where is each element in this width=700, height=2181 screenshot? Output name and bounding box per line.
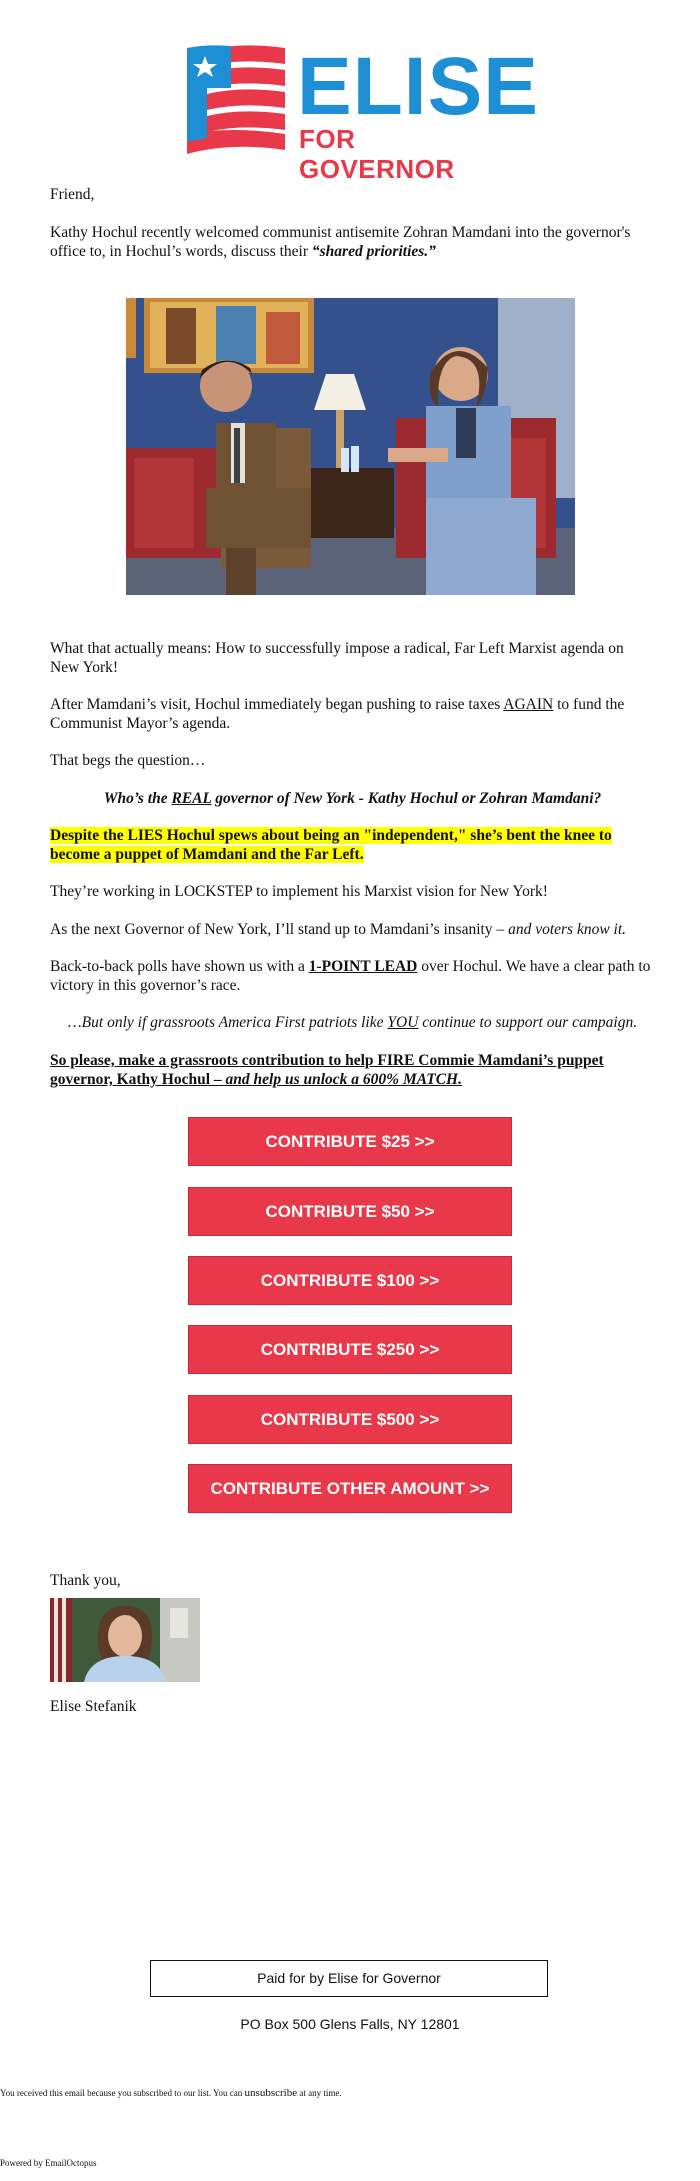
- paragraph-9: [50, 957, 655, 995]
- contribute-25-button[interactable]: CONTRIBUTE $25 >>: [188, 1117, 512, 1166]
- paragraph-9-text-b: over Hochul. We have a clear path to victory in this governor’s race.: [50, 958, 651, 994]
- paragraph-8-text: As the next Governor of New York, I’ll stand up to Mamdani’s insanity –: [50, 921, 509, 938]
- mailing-address: PO Box 500 Glens Falls, NY 12801: [240, 2016, 460, 2032]
- powered-by-link[interactable]: Powered by EmailOctopus: [0, 2158, 97, 2168]
- shared-priorities-quote: “shared priorities.”: [311, 243, 436, 260]
- question-heading: [50, 789, 655, 808]
- contribute-500-button[interactable]: CONTRIBUTE $500 >>: [188, 1395, 512, 1444]
- contribute-other-button[interactable]: CONTRIBUTE OTHER AMOUNT >>: [188, 1464, 512, 1513]
- question-text-b: governor of New York - Kathy Hochul or Zohran Mamdani?: [211, 790, 602, 807]
- meeting-photo-image: [126, 298, 575, 595]
- paragraph-7: They’re working in LOCKSTEP to implement his Marxist vision for New York!: [50, 883, 548, 900]
- paragraph-3-text-b: to fund the Communist Mayor’s agenda.: [50, 696, 625, 732]
- contribute-250-button[interactable]: CONTRIBUTE $250 >>: [188, 1325, 512, 1374]
- meeting-photo: [126, 298, 575, 595]
- powered-by: [0, 2157, 96, 2169]
- again-emphasis: AGAIN: [503, 696, 554, 713]
- paragraph-8: [50, 920, 655, 939]
- contribute-100-button[interactable]: CONTRIBUTE $100 >>: [188, 1256, 512, 1305]
- unsubscribe-link[interactable]: unsubscribe: [244, 2087, 298, 2099]
- subscription-notice: [0, 2087, 342, 2099]
- notice-text-a: You received this email because you subscribed to our list. You can: [0, 2088, 245, 2098]
- greeting: Friend,: [50, 186, 95, 203]
- appeal-text[interactable]: So please, make a grassroots contribution to help FIRE Commie Mamdani’s puppet governor, Kathy Hochul –: [50, 1052, 604, 1088]
- paragraph-1: [50, 223, 655, 261]
- highlighted-text: Despite the LIES Hochul spews about being an "independent," she’s bent the knee to become a puppet of Mamdani and the Far Left.: [50, 827, 612, 863]
- signature-name: Elise Stefanik: [50, 1698, 137, 1715]
- voters-know-it: and voters know it.: [508, 921, 627, 938]
- paragraph-2: What that actually means: How to successfully impose a radical, Far Left Marxist agenda on New York!: [50, 640, 624, 676]
- campaign-logo: [187, 41, 539, 184]
- point-lead-emphasis: 1-POINT LEAD: [308, 958, 418, 975]
- signature-portrait-image: [50, 1598, 200, 1682]
- paragraph-9-text-a: Back-to-back polls have shown us with a: [50, 958, 309, 975]
- notice-text-b: at any time.: [297, 2088, 342, 2098]
- paragraph-6: [50, 826, 655, 864]
- paid-for-disclaimer: Paid for by Elise for Governor: [150, 1960, 548, 1997]
- paragraph-3-text-a: After Mamdani’s visit, Hochul immediately began pushing to raise taxes: [50, 696, 504, 713]
- paragraph-1-text: Kathy Hochul recently welcomed communist antisemite Zohran Mamdani into the governor's office to, in Hochul’s words, discuss their: [50, 224, 631, 260]
- logo-name: ELISE: [297, 41, 539, 132]
- match-emphasis[interactable]: and help us unlock a 600% MATCH.: [225, 1071, 462, 1088]
- real-emphasis: REAL: [171, 790, 212, 807]
- contribute-50-button[interactable]: CONTRIBUTE $50 >>: [188, 1187, 512, 1236]
- signature-photo: [50, 1598, 200, 1682]
- paragraph-10: [50, 1013, 655, 1032]
- paragraph-10-text-a: …But only if grassroots America First patriots like: [67, 1014, 388, 1031]
- paragraph-10-text-b: continue to support our campaign.: [418, 1014, 638, 1031]
- paragraph-3: [50, 695, 655, 733]
- flag-e-icon: [187, 42, 287, 157]
- thanks: Thank you,: [50, 1572, 121, 1589]
- logo-subtitle: FOR GOVERNOR: [299, 124, 455, 184]
- paragraph-4: That begs the question…: [50, 752, 206, 769]
- contribution-appeal-link[interactable]: [50, 1051, 655, 1089]
- you-emphasis: YOU: [387, 1014, 419, 1031]
- question-text-a: Who’s the: [103, 790, 172, 807]
